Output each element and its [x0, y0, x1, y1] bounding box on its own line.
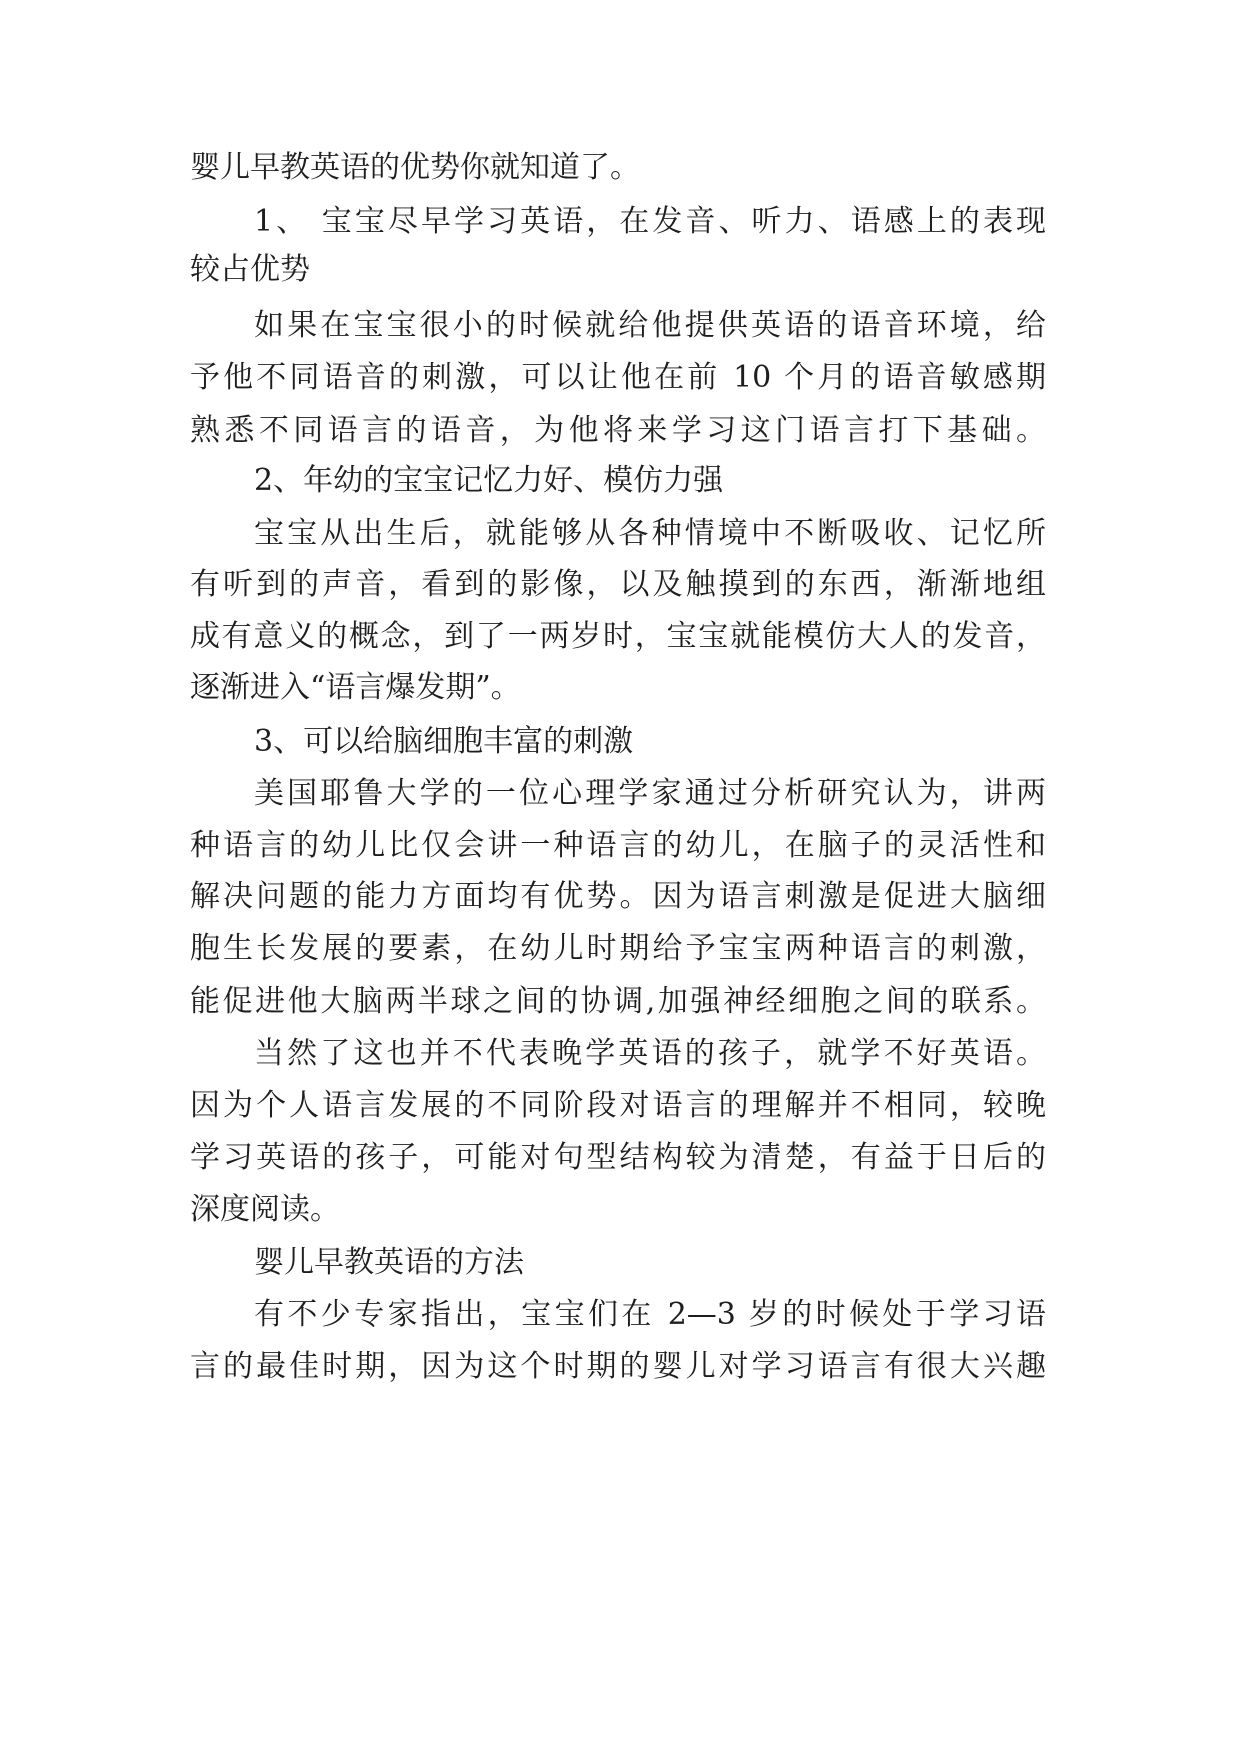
- text-line: 逐渐进入“语言爆发期”。: [190, 670, 521, 705]
- text-line: 因为个人语言发展的不同阶段对语言的理解并不相同，较晚: [190, 1088, 1046, 1123]
- text-line: 2、年幼的宝宝记忆力好、模仿力强: [254, 463, 724, 498]
- text-line: 美国耶鲁大学的一位心理学家通过分析研究认为，讲两: [254, 776, 1046, 811]
- text-line: 有不少专家指出，宝宝们在 2—3 岁的时候处于学习语: [254, 1297, 1046, 1332]
- text-line: 熟悉不同语言的语音，为他将来学习这门语言打下基础。: [190, 413, 1046, 448]
- text-line: 成有意义的概念，到了一两岁时，宝宝就能模仿大人的发音，: [190, 619, 1046, 654]
- text-line: 婴儿早教英语的优势你就知道了。: [190, 150, 640, 185]
- text-line: 学习英语的孩子，可能对句型结构较为清楚，有益于日后的: [190, 1140, 1046, 1175]
- text-line: 胞生长发展的要素，在幼儿时期给予宝宝两种语言的刺激，: [190, 931, 1046, 966]
- text-line: 解决问题的能力方面均有优势。因为语言刺激是促进大脑细: [190, 879, 1046, 914]
- text-line: 较占优势: [190, 252, 310, 287]
- text-line: 1、 宝宝尽早学习英语，在发音、听力、语感上的表现: [254, 204, 1046, 239]
- text-line: 言的最佳时期，因为这个时期的婴儿对学习语言有很大兴趣: [190, 1349, 1046, 1384]
- text-line: 婴儿早教英语的方法: [254, 1245, 524, 1280]
- text-line: 种语言的幼儿比仅会讲一种语言的幼儿，在脑子的灵活性和: [190, 828, 1046, 863]
- text-line: 有听到的声音，看到的影像，以及触摸到的东西，渐渐地组: [190, 567, 1046, 602]
- text-line: 宝宝从出生后，就能够从各种情境中不断吸收、记忆所: [254, 516, 1046, 551]
- text-line: 能促进他大脑两半球之间的协调,加强神经细胞之间的联系。: [190, 984, 1046, 1019]
- text-line: 3、可以给脑细胞丰富的刺激: [254, 724, 634, 759]
- text-line: 予他不同语音的刺激，可以让他在前 10 个月的语音敏感期: [190, 360, 1046, 395]
- text-line: 如果在宝宝很小的时候就给他提供英语的语音环境，给: [254, 308, 1046, 343]
- text-line: 深度阅读。: [190, 1192, 340, 1227]
- text-line: 当然了这也并不代表晚学英语的孩子，就学不好英语。: [254, 1036, 1046, 1071]
